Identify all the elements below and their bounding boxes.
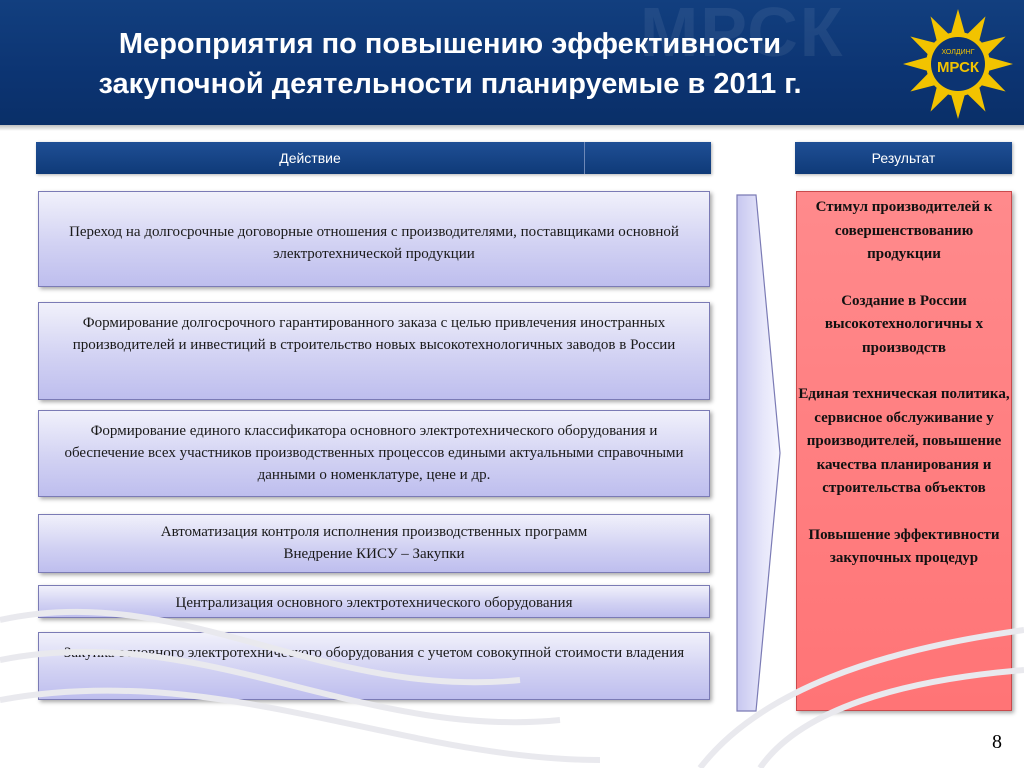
page-number: 8	[992, 731, 1002, 753]
result-item-4: Повышение эффективности закупочных процедур	[808, 526, 1000, 566]
action-item-4-line-1: Автоматизация контроля исполнения производственных программ	[160, 524, 588, 540]
action-item-5: Централизация основного электротехнического оборудования	[38, 585, 710, 618]
background-swirl-decoration	[0, 560, 1024, 768]
slide-header	[0, 0, 1024, 125]
title-line-1: Мероприятия по повышению эффективности	[118, 28, 782, 60]
action-header-divider	[584, 142, 585, 174]
action-column-header	[36, 142, 711, 174]
action-item-6: Закупка основного электротехнического оборудования с учетом совокупной стоимости владения	[38, 632, 710, 700]
action-item-3: Формирование единого классификатора основного электротехнического оборудования и обеспечение всех участников производственных процессов едиными актуальными справочными данными о номенклатуре, цене и др.	[38, 410, 710, 497]
mrsk-logo	[902, 8, 1014, 120]
header-shadow	[0, 125, 1024, 131]
result-item-2: Создание в России высокотехнологичны х производств	[824, 292, 984, 356]
logo-text: МРСК	[936, 59, 980, 76]
result-column-header: Результат	[795, 142, 1012, 174]
action-column-label: Действие	[279, 150, 341, 166]
action-item-1: Переход на долгосрочные договорные отношения с производителями, поставщиками основной электротехнической продукции	[38, 191, 710, 287]
header-watermark: МРСК	[640, 0, 845, 71]
action-item-4-line-2: Внедрение КИСУ – Закупки	[283, 546, 465, 562]
logo-subtext: ХОЛДИНГ	[941, 49, 975, 56]
title-line-2: закупочной деятельности планируемые в 2011 г.	[98, 68, 802, 100]
result-item-3: Единая техническая политика, сервисное обслуживание у производителей, повышение качества планирования и строительства объектов	[798, 386, 1010, 496]
result-item-1: Стимул производителей к совершенствованию продукции	[815, 199, 993, 262]
action-item-2: Формирование долгосрочного гарантированного заказа с целью привлечения иностранных производителей и инвестиций в строительство новых высокотехнологичных заводов в России	[38, 302, 710, 400]
slide-title	[20, 24, 880, 104]
